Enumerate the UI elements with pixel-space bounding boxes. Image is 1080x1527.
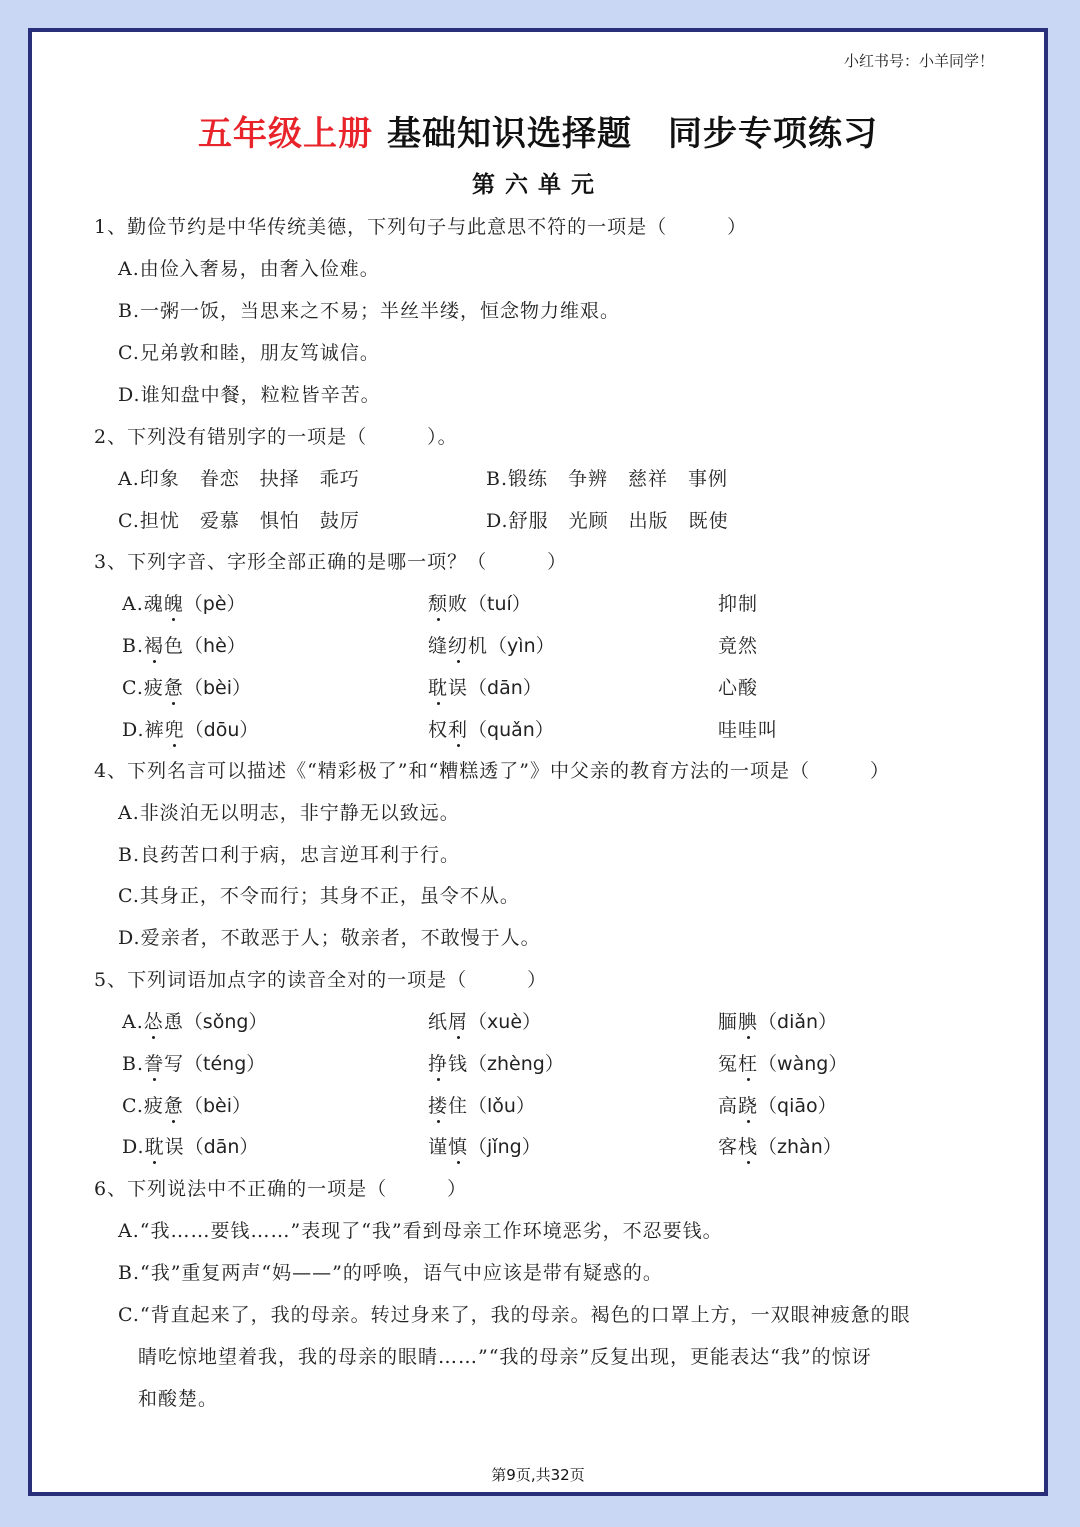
q5-c-col1: C.疲惫（bèi） [122,1095,251,1117]
q2-stem: 2、下列没有错别字的一项是（ ）。 [94,426,458,448]
title-grade: 五年级上册 [198,114,373,154]
q3-c-col2: 耽误（dān） [428,677,542,699]
q5-a-col3: 腼腆（diǎn） [718,1011,838,1033]
q3-d-col3: 哇哇叫 [718,719,779,741]
q6-option-c-line3: 和酸楚。 [138,1388,219,1410]
q3-d-col1: D.裤兜（dōu） [122,719,259,741]
q5-stem: 5、下列词语加点字的读音全对的一项是（ ） [94,969,548,991]
q6-option-c-line1: C.“背直起来了，我的母亲。转过身来了，我的母亲。褐色的口罩上方，一双眼神疲惫的眼 [118,1304,911,1326]
q2-option-b: B.锻练 争辨 慈祥 事例 [486,468,729,490]
page-title [32,106,1044,155]
q5-b-col1: B.誊写（téng） [122,1053,266,1075]
q1-stem: 1、勤俭节约是中华传统美德，下列句子与此意思不符的一项是（ ） [94,216,748,238]
q3-a-col3: 抑制 [718,593,759,615]
title-topic: 基础知识选择题 [387,114,632,154]
q5-a-col1: A.怂恿（sǒng） [122,1011,268,1033]
q1-option-b: B.一粥一饭，当思来之不易；半丝半缕，恒念物力维艰。 [118,300,621,322]
q6-option-a: A.“我……要钱……”表现了“我”看到母亲工作环境恶劣，不忍要钱。 [118,1220,723,1242]
q5-a-col2: 纸屑（xuè） [428,1011,542,1033]
q3-c-col1: C.疲惫（bèi） [122,677,251,699]
q1-option-d: D.谁知盘中餐，粒粒皆辛苦。 [118,384,381,406]
q4-option-c: C.其身正，不令而行；其身不正，虽令不从。 [118,885,520,907]
q4-option-a: A.非淡泊无以明志，非宁静无以致远。 [118,802,460,824]
q3-d-col2: 权利（quǎn） [428,719,554,741]
q5-d-col3: 客栈（zhàn） [718,1136,842,1158]
q1-option-c: C.兄弟敦和睦，朋友笃诚信。 [118,342,380,364]
q5-c-col2: 搂住（lǒu） [428,1095,535,1117]
q6-option-c-line2: 睛吃惊地望着我，我的母亲的眼睛……”“我的母亲”反复出现，更能表达“我”的惊讶 [138,1346,872,1368]
q2-option-a: A.印象 眷恋 抉择 乖巧 [118,468,360,490]
q3-c-col3: 心酸 [718,677,759,699]
watermark: 小红书号：小羊同学！ [843,52,994,70]
q6-stem: 6、下列说法中不正确的一项是（ ） [94,1178,468,1200]
q3-b-col1: B.褐色（hè） [122,635,246,657]
q5-b-col3: 冤枉（wàng） [718,1053,848,1075]
q3-b-col3: 竟然 [718,635,759,657]
page-number: 第9页,共32页 [491,1466,585,1484]
q3-b-col2: 缝纫机（yìn） [428,635,555,657]
q3-stem: 3、下列字音、字形全部正确的是哪一项？（ ） [94,551,568,573]
q5-c-col3: 高跷（qiāo） [718,1095,837,1117]
page-frame [28,28,1048,1496]
q2-option-c: C.担忧 爱慕 惧怕 鼓厉 [118,510,360,532]
q1-option-a: A.由俭入奢易，由奢入俭难。 [118,258,380,280]
q5-d-col2: 谨慎（jǐng） [428,1136,541,1158]
q6-option-b: B.“我”重复两声“妈——”的呼唤，语气中应该是带有疑惑的。 [118,1262,663,1284]
q2-option-d: D.舒服 光顾 出版 既使 [486,510,729,532]
q3-a-col2: 颓败（tuí） [428,593,531,615]
unit-heading: 第六单元 [472,172,604,198]
q4-option-b: B.良药苦口利于病，忠言逆耳利于行。 [118,844,461,866]
q3-a-col1: A.魂魄（pè） [122,593,246,615]
q4-option-d: D.爱亲者，不敢恶于人；敬亲者，不敢慢于人。 [118,927,541,949]
q4-stem: 4、下列名言可以描述《“精彩极了”和“糟糕透了”》中父亲的教育方法的一项是（ ） [94,760,890,782]
q5-d-col1: D.耽误（dān） [122,1136,259,1158]
q5-b-col2: 挣钱（zhèng） [428,1053,564,1075]
title-practice: 同步专项练习 [668,114,878,154]
